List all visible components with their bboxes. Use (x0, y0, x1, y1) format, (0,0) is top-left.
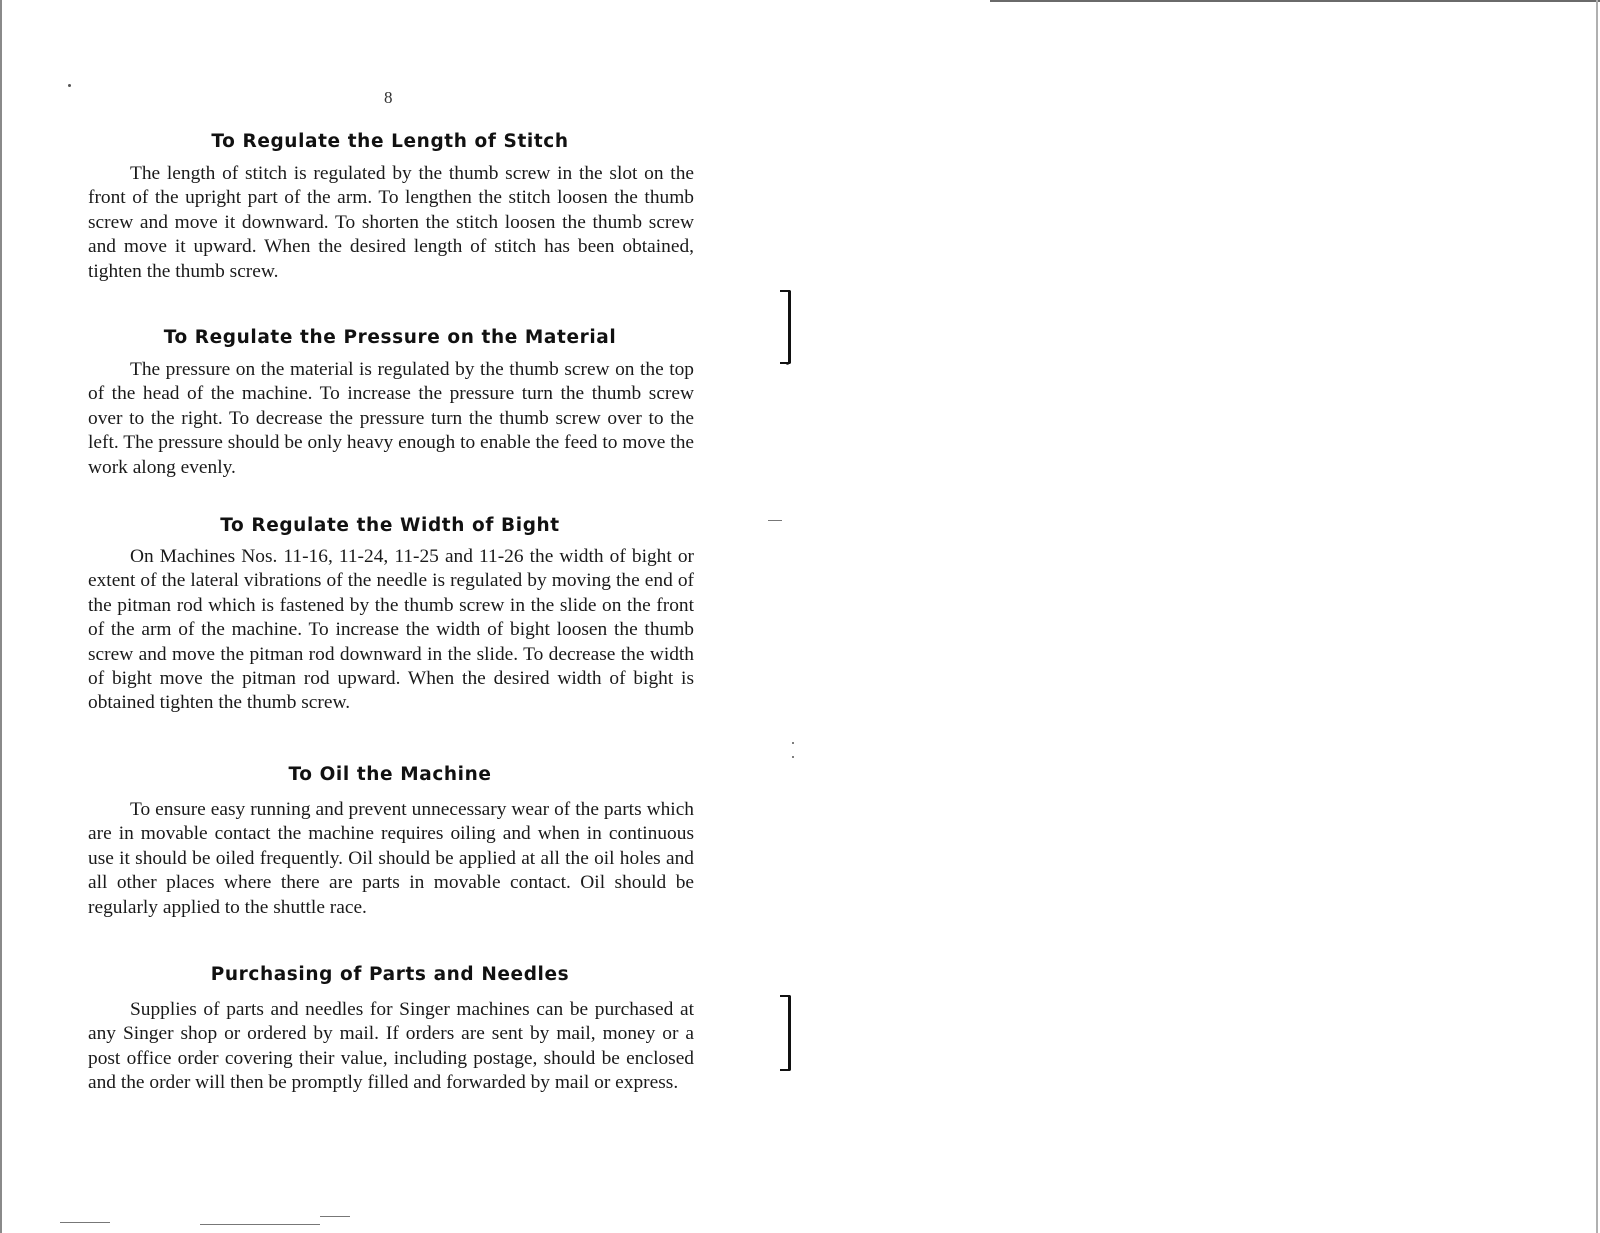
page-number: 8 (384, 88, 393, 107)
section-heading: To Regulate the Length of Stitch (211, 131, 569, 152)
section-heading: To Oil the Machine (288, 764, 492, 785)
section-paragraph: To ensure easy running and prevent unnecessary wear of the parts which are in movable contact the machine requires oiling and when in continuous use it should be oiled frequently. Oil should be applied at all the oil holes and all other places where there are parts in movable contact. Oil should be regularly applied to the shuttle race. (88, 799, 694, 918)
section-heading: To Regulate the Pressure on the Material (163, 327, 617, 348)
section-paragraph: The pressure on the material is regulated by the thumb screw on the top of the head of the machine. To increase the pressure turn the thumb screw over to the right. To decrease the pressure turn the thumb screw over to the left. The pressure should be only heavy enough to enable the feed to move the work along evenly. (88, 359, 694, 478)
section-paragraph: Supplies of parts and needles for Singer machines can be purchased at any Singer shop or ordered by mail. If orders are sent by mail, money or a post office order covering their value, including postage, should be enclosed and the order will then be promptly filled and forwarded by mail or express. (88, 999, 694, 1094)
scan-speck (200, 1224, 320, 1225)
scan-top-rule (990, 0, 1600, 2)
margin-bracket (780, 290, 791, 364)
section-paragraph: On Machines Nos. 11-16, 11-24, 11-25 and 11-26 the width of bight or extent of the lateral vibrations of the needle is regulated by moving the end of the pitman rod which is fastened by the thumb screw in the slide on the front of the arm of the machine. To increase the width of bight loosen the thumb screw and move the pitman rod downward in the slide. To decrease the width of bight move the pitman rod upward. When the desired width of bight is obtained tighten the thumb screw. (88, 546, 694, 714)
margin-bracket (780, 995, 791, 1071)
scan-speck (792, 742, 794, 744)
scan-speck (60, 1222, 110, 1223)
scan-right-edge (1596, 0, 1598, 1233)
section-heading: Purchasing of Parts and Needles (210, 964, 570, 985)
scan-speck (68, 84, 71, 87)
section-heading: To Regulate the Width of Bight (220, 515, 560, 536)
section-paragraph: The length of stitch is regulated by the thumb screw in the slot on the front of the upright part of the arm. To lengthen the stitch loosen the thumb screw and move it downward. To shorten the stitch loosen the thumb screw and move it upward. When the desired length of stitch has been obtained, tighten the thumb screw. (88, 163, 694, 282)
scan-speck (320, 1216, 350, 1217)
scan-speck (768, 520, 782, 521)
scan-speck (792, 756, 794, 758)
scan-left-edge (0, 0, 2, 1233)
